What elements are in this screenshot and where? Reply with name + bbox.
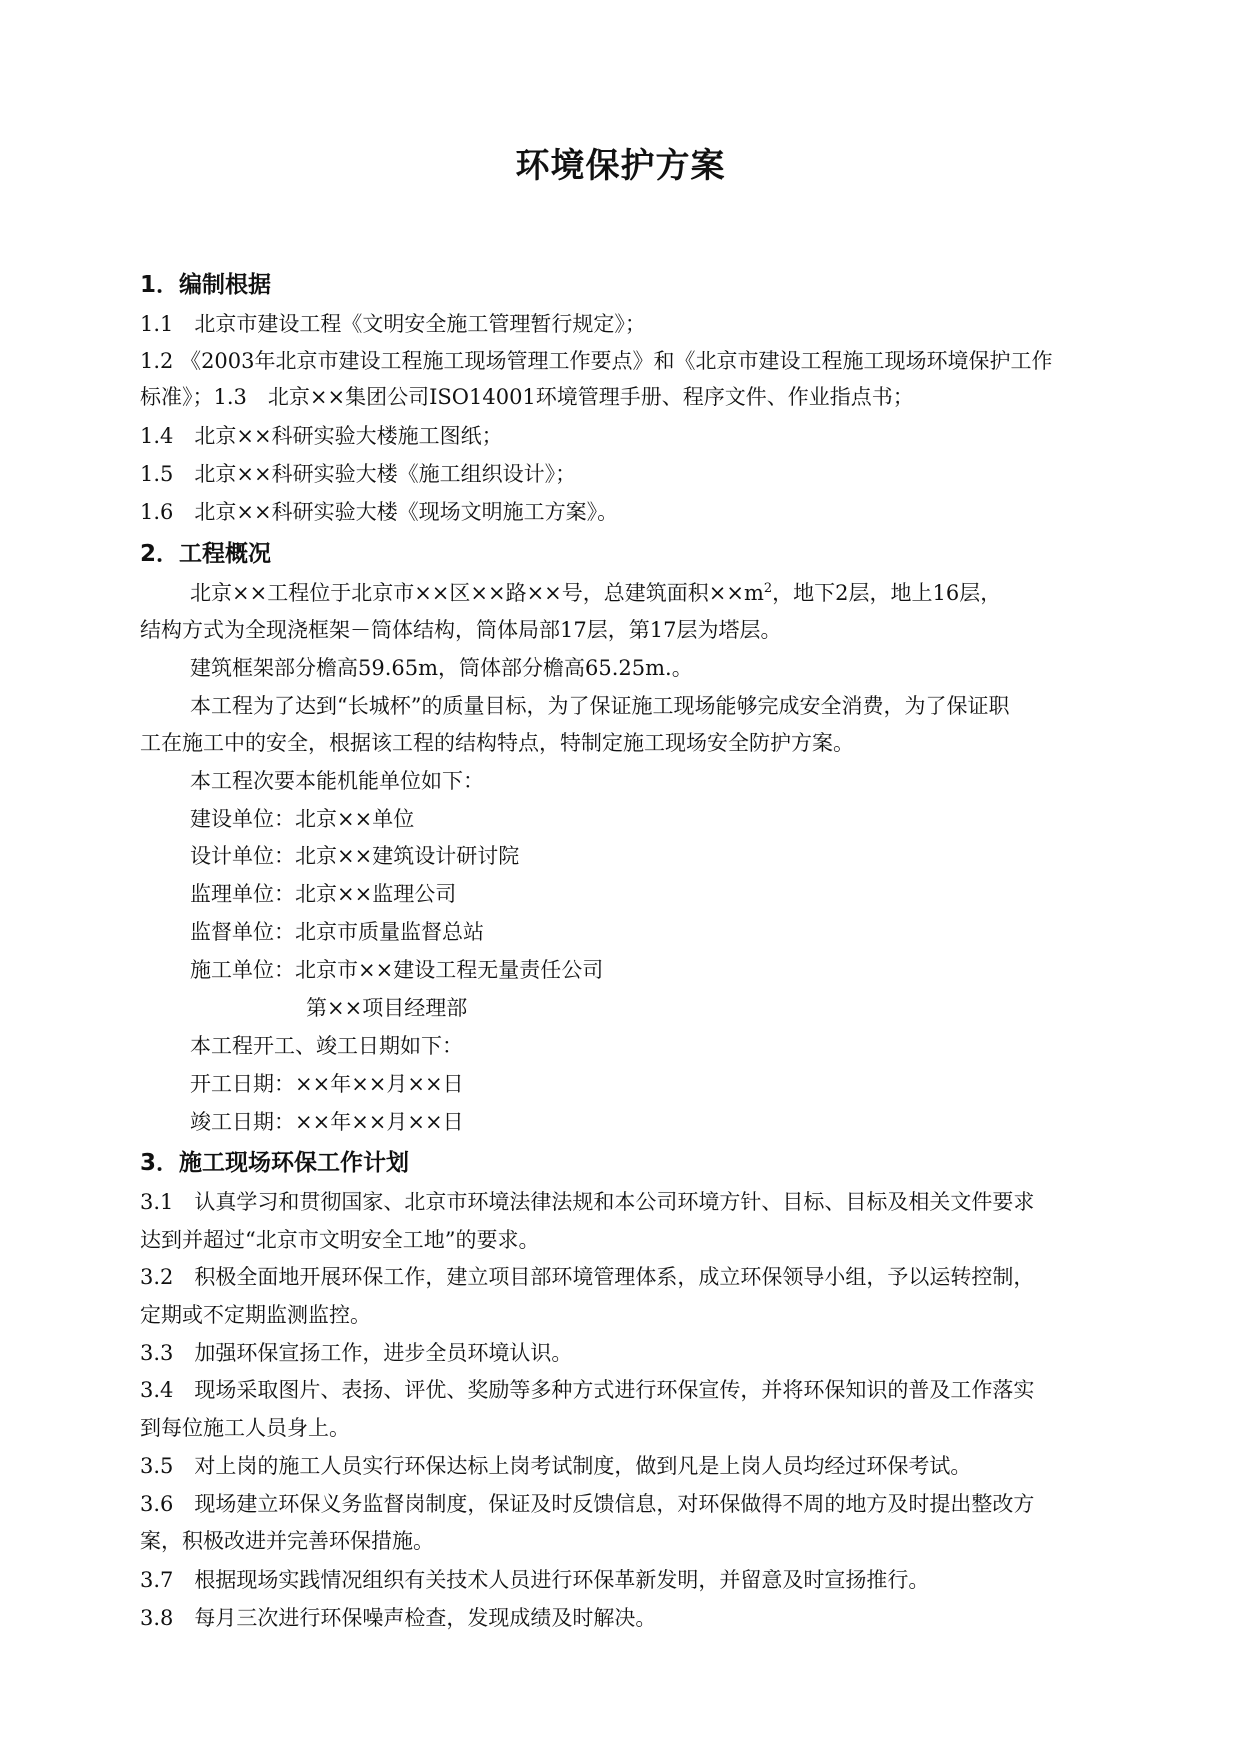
s1-item-2-cont: 标准》；1.3 北京××集团公司ISO14001环境管理手册、程序文件、作业指点书；: [140, 385, 914, 409]
unit-inspector: 监督单位：北京市质量监督总站: [190, 920, 484, 944]
document-title: 环境保护方案: [515, 146, 726, 186]
s3-item-6: 3.6 现场建立环保义务监督岗制度，保证及时反馈信息，对环保做得不周的地方及时提出整改方: [140, 1492, 1035, 1516]
s2-para-1-sup: 2: [763, 581, 773, 596]
section-2-heading: 2．工程概况: [140, 541, 272, 567]
s1-item-4: 1.4 北京××科研实验大楼施工图纸；: [140, 424, 503, 448]
s3-item-3: 3.3 加强环保宣扬工作，进步全员环境认识。: [140, 1341, 573, 1365]
unit-contractor: 施工单位：北京市××建设工程无量责任公司: [190, 958, 604, 982]
s1-item-2: 1.2 《2003年北京市建设工程施工现场管理工作要点》和《北京市建设工程施工现场环境保护工作: [140, 349, 1053, 373]
unit-builder: 建设单位：北京××单位: [190, 807, 415, 831]
s3-item-1: 3.1 认真学习和贯彻国家、北京市环境法律法规和本公司环境方针、目标、目标及相关文件要求: [140, 1190, 1035, 1214]
s3-item-4-cont: 到每位施工人员身上。: [140, 1416, 350, 1440]
s1-item-1: 1.1 北京市建设工程《文明安全施工管理暂行规定》；: [140, 312, 646, 336]
s1-item-6: 1.6 北京××科研实验大楼《现场文明施工方案》。: [140, 500, 619, 524]
s3-item-2-cont: 定期或不定期监测监控。: [140, 1303, 371, 1327]
s2-para-1-b: ，地下2层，地上16层，: [772, 581, 1002, 605]
s2-para-1-a: 北京××工程位于北京市××区××路××号，总建筑面积××m: [190, 581, 764, 605]
unit-supervisor: 监理单位：北京××监理公司: [190, 882, 457, 906]
unit-contractor-dept: 第××项目经理部: [306, 996, 468, 1020]
s1-item-5: 1.5 北京××科研实验大楼《施工组织设计》；: [140, 462, 577, 486]
s2-para-4: 本工程次要本能机能单位如下：: [190, 769, 484, 793]
s2-para-1: [190, 578, 1001, 608]
section-1-heading: 1．编制根据: [140, 272, 272, 298]
s2-para-2: 建筑框架部分檐高59.65m，筒体部分檐高65.25m.。: [190, 656, 693, 680]
s2-para-1-cont: 结构方式为全现浇框架－筒体结构，筒体局部17层，第17层为塔层。: [140, 618, 782, 642]
s3-item-5: 3.5 对上岗的施工人员实行环保达标上岗考试制度，做到凡是上岗人员均经过环保考试。: [140, 1454, 972, 1478]
dates-intro: 本工程开工、竣工日期如下：: [190, 1034, 463, 1058]
s3-item-6-cont: 案，积极改进并完善环保措施。: [140, 1529, 434, 1553]
s3-item-1-cont: 达到并超过“北京市文明安全工地”的要求。: [140, 1228, 540, 1252]
s3-item-4: 3.4 现场采取图片、表扬、评优、奖励等多种方式进行环保宣传，并将环保知识的普及工作落实: [140, 1378, 1035, 1402]
s2-para-3-cont: 工在施工中的安全，根据该工程的结构特点，特制定施工现场安全防护方案。: [140, 731, 854, 755]
finish-date: 竣工日期：××年××月××日: [190, 1110, 464, 1134]
s3-item-2: 3.2 积极全面地开展环保工作，建立项目部环境管理体系，成立环保领导小组，予以运转控制，: [140, 1265, 1035, 1289]
section-3-heading: 3．施工现场环保工作计划: [140, 1150, 410, 1176]
s3-item-8: 3.8 每月三次进行环保噪声检查，发现成绩及时解决。: [140, 1606, 657, 1630]
unit-designer: 设计单位：北京××建筑设计研讨院: [190, 844, 520, 868]
s2-para-3: 本工程为了达到“长城杯”的质量目标，为了保证施工现场能够完成安全消费，为了保证职: [190, 694, 1010, 718]
start-date: 开工日期：××年××月××日: [190, 1072, 464, 1096]
s3-item-7: 3.7 根据现场实践情况组织有关技术人员进行环保革新发明，并留意及时宣扬推行。: [140, 1568, 930, 1592]
